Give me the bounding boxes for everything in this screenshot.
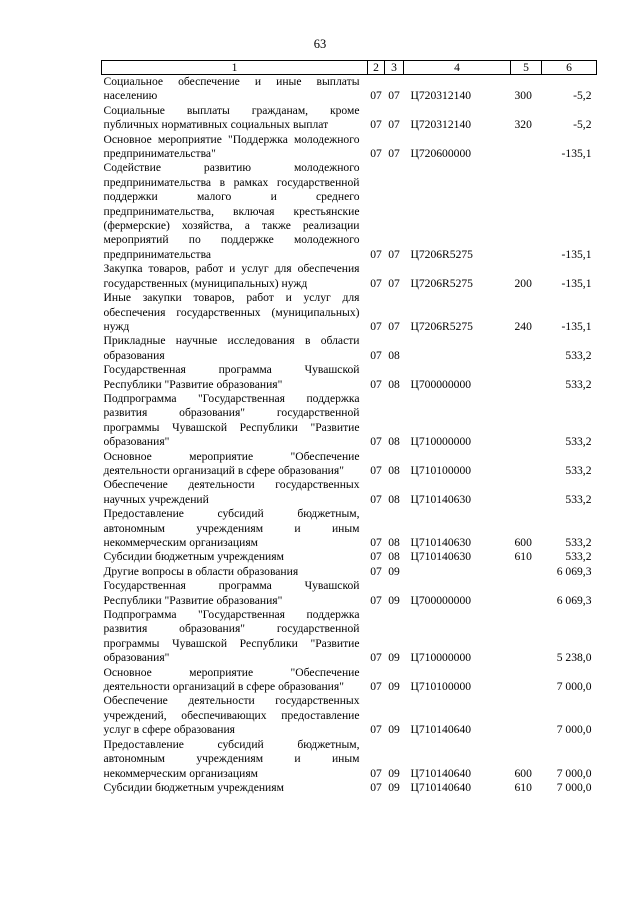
row-name: Обеспечение деятельности государственных учреждений, обеспечивающих предоставление услуг в сфере образования <box>103 694 360 737</box>
header-col-2: 2 <box>368 61 385 75</box>
row-expense-type <box>511 478 542 507</box>
row-expense-type <box>511 694 542 737</box>
row-section: 07 <box>370 89 382 103</box>
row-target-article: Ц720312140 <box>410 89 472 103</box>
row-amount: -135,1 <box>561 247 592 261</box>
row-name: Социальные выплаты гражданам, кроме публичных нормативных социальных выплат <box>103 103 360 132</box>
row-subsection: 07 <box>388 89 400 103</box>
table-row <box>102 392 597 450</box>
table-row <box>102 550 597 564</box>
row-subsection: 07 <box>388 247 400 261</box>
row-section: 07 <box>370 766 382 780</box>
row-subsection: 08 <box>388 463 400 477</box>
row-amount: 533,2 <box>565 463 592 477</box>
row-section: 07 <box>370 247 382 261</box>
row-target-article: Ц7206R5275 <box>410 319 473 333</box>
page-number: 63 <box>313 37 327 51</box>
row-amount: 6 069,3 <box>556 593 592 607</box>
row-expense-type: 240 <box>514 319 532 333</box>
row-name: Предоставление субсидий бюджетным, автономным учреждениям и иным некоммерческим организациям <box>103 507 360 549</box>
row-section: 07 <box>370 348 382 362</box>
table-row <box>102 262 597 291</box>
row-expense-type <box>511 161 542 262</box>
row-name: Другие вопросы в области образования <box>103 564 299 578</box>
row-expense-type <box>511 579 542 608</box>
row-subsection: 09 <box>388 680 400 694</box>
row-amount: 6 069,3 <box>556 564 592 578</box>
table-row <box>102 334 597 363</box>
row-amount: 5 238,0 <box>556 651 592 665</box>
row-subsection: 08 <box>388 492 400 506</box>
row-name: Субсидии бюджетным учреждениям <box>103 550 284 564</box>
row-amount: 533,2 <box>565 492 592 506</box>
row-section: 07 <box>370 651 382 665</box>
row-target-article: Ц710000000 <box>410 435 472 449</box>
row-target-article: Ц710100000 <box>410 463 472 477</box>
row-target-article: Ц7206R5275 <box>410 247 473 261</box>
header-col-5: 5 <box>511 61 542 75</box>
table-row <box>102 694 597 737</box>
table-row <box>102 133 597 162</box>
row-subsection: 08 <box>388 550 400 564</box>
table-row <box>102 75 597 104</box>
row-subsection: 07 <box>388 147 400 161</box>
header-col-3: 3 <box>385 61 404 75</box>
row-name: Содействие развитию молодежного предпринимательства в рамках государственной поддержки малого и среднего предпринимательства, включая крестьянские (фермерские) хозяйства, а также реализации мероприятий по поддержке молодежного предпринимательства <box>103 161 360 261</box>
row-target-article: Ц710140640 <box>410 766 472 780</box>
table-row <box>102 565 597 579</box>
row-section: 07 <box>370 536 382 549</box>
row-subsection: 08 <box>388 377 400 391</box>
row-section: 07 <box>370 435 382 449</box>
row-target-article: Ц720312140 <box>410 118 472 132</box>
row-amount: -135,1 <box>561 147 592 161</box>
row-name: Субсидии бюджетным учреждениям <box>103 780 284 794</box>
table-row <box>102 738 597 781</box>
table-row <box>102 104 597 133</box>
row-subsection: 09 <box>388 651 400 665</box>
row-expense-type: 610 <box>514 780 532 794</box>
row-expense-type <box>511 565 542 579</box>
row-expense-type <box>511 450 542 479</box>
row-name: Предоставление субсидий бюджетным, автономным учреждениям и иным некоммерческим организациям <box>103 737 360 780</box>
row-name: Государственная программа Чувашской Республики "Развитие образования" <box>103 363 360 391</box>
row-amount: -135,1 <box>561 319 592 333</box>
row-name: Подпрограмма "Государственная поддержка развития образования" государственной программы Чувашской Республики "Развитие образования" <box>103 391 360 449</box>
row-subsection: 09 <box>388 593 400 607</box>
row-amount: 7 000,0 <box>556 723 592 737</box>
table-row <box>102 291 597 334</box>
row-section: 07 <box>370 723 382 737</box>
row-amount: -135,1 <box>561 276 592 290</box>
row-subsection: 07 <box>388 276 400 290</box>
row-expense-type: 600 <box>514 536 532 549</box>
row-section: 07 <box>370 463 382 477</box>
row-target-article <box>404 565 511 579</box>
row-amount: 533,2 <box>565 536 592 549</box>
row-name: Прикладные научные исследования в области образования <box>103 334 360 362</box>
row-subsection: 09 <box>388 723 400 737</box>
row-expense-type: 300 <box>514 89 532 103</box>
row-subsection: 07 <box>388 118 400 132</box>
row-subsection: 09 <box>388 780 400 794</box>
row-expense-type: 600 <box>514 766 532 780</box>
table-row <box>102 608 597 666</box>
row-section: 07 <box>370 377 382 391</box>
row-section: 07 <box>370 118 382 132</box>
row-expense-type: 320 <box>514 118 532 132</box>
row-target-article: Ц710140630 <box>410 550 472 564</box>
table-body <box>102 75 597 796</box>
row-name: Государственная программа Чувашской Республики "Развитие образования" <box>103 579 360 607</box>
row-target-article: Ц710140630 <box>410 492 472 506</box>
row-name: Основное мероприятие "Обеспечение деятельности организаций в сфере образования" <box>103 449 360 477</box>
table-row <box>102 579 597 608</box>
row-name: Закупка товаров, работ и услуг для обеспечения государственных (муниципальных) нужд <box>103 262 360 290</box>
row-target-article: Ц710000000 <box>410 651 472 665</box>
row-target-article: Ц710140630 <box>410 536 472 549</box>
header-col-4: 4 <box>404 61 511 75</box>
row-name: Подпрограмма "Государственная поддержка развития образования" государственной программы Чувашской Республики "Развитие образования" <box>103 608 360 665</box>
row-target-article: Ц720600000 <box>410 147 472 161</box>
table-row <box>102 161 597 262</box>
row-amount: 533,2 <box>565 550 592 564</box>
header-row <box>102 61 597 75</box>
table-row <box>102 478 597 507</box>
row-expense-type <box>511 334 542 363</box>
row-expense-type <box>511 608 542 666</box>
row-expense-type: 200 <box>514 276 532 290</box>
row-subsection: 08 <box>388 536 400 549</box>
table-row <box>102 507 597 550</box>
row-target-article: Ц7206R5275 <box>410 276 473 290</box>
row-name: Иные закупки товаров, работ и услуг для обеспечения государственных (муниципальных) нужд <box>103 291 360 333</box>
row-name: Основное мероприятие "Обеспечение деятельности организаций в сфере образования" <box>103 665 360 694</box>
row-expense-type: 610 <box>514 550 532 564</box>
row-target-article: Ц710140640 <box>410 723 472 737</box>
table-row <box>102 363 597 392</box>
row-section: 07 <box>370 780 382 794</box>
row-subsection: 07 <box>388 319 400 333</box>
header-col-6: 6 <box>542 61 597 75</box>
budget-table <box>101 60 597 795</box>
table-row <box>102 781 597 795</box>
row-subsection: 08 <box>388 348 400 362</box>
table-row <box>102 666 597 695</box>
row-section: 07 <box>370 550 382 564</box>
row-section: 07 <box>370 593 382 607</box>
row-subsection: 09 <box>388 564 400 578</box>
row-section: 07 <box>370 564 382 578</box>
row-target-article: Ц710100000 <box>410 680 472 694</box>
row-amount: 533,2 <box>565 348 592 362</box>
row-name: Социальное обеспечение и иные выплаты населению <box>103 75 360 103</box>
row-amount: 533,2 <box>565 435 592 449</box>
row-name: Обеспечение деятельности государственных научных учреждений <box>103 478 360 506</box>
row-target-article: Ц700000000 <box>410 377 472 391</box>
row-amount: 7 000,0 <box>556 680 592 694</box>
table-row <box>102 450 597 479</box>
row-target-article: Ц700000000 <box>410 593 472 607</box>
row-subsection: 08 <box>388 435 400 449</box>
row-target-article: Ц710140640 <box>410 780 472 794</box>
row-amount: 7 000,0 <box>556 780 592 794</box>
row-expense-type <box>511 363 542 392</box>
row-section: 07 <box>370 680 382 694</box>
header-col-1: 1 <box>102 61 368 75</box>
row-amount: 533,2 <box>565 377 592 391</box>
row-subsection: 09 <box>388 766 400 780</box>
row-expense-type <box>511 133 542 162</box>
row-target-article <box>404 334 511 363</box>
row-expense-type <box>511 392 542 450</box>
row-section: 07 <box>370 276 382 290</box>
row-section: 07 <box>370 147 382 161</box>
row-expense-type <box>511 666 542 695</box>
row-section: 07 <box>370 319 382 333</box>
row-name: Основное мероприятие "Поддержка молодежного предпринимательства" <box>103 132 360 161</box>
row-section: 07 <box>370 492 382 506</box>
row-amount: -5,2 <box>573 89 592 103</box>
row-amount: -5,2 <box>573 118 592 132</box>
row-amount: 7 000,0 <box>556 766 592 780</box>
